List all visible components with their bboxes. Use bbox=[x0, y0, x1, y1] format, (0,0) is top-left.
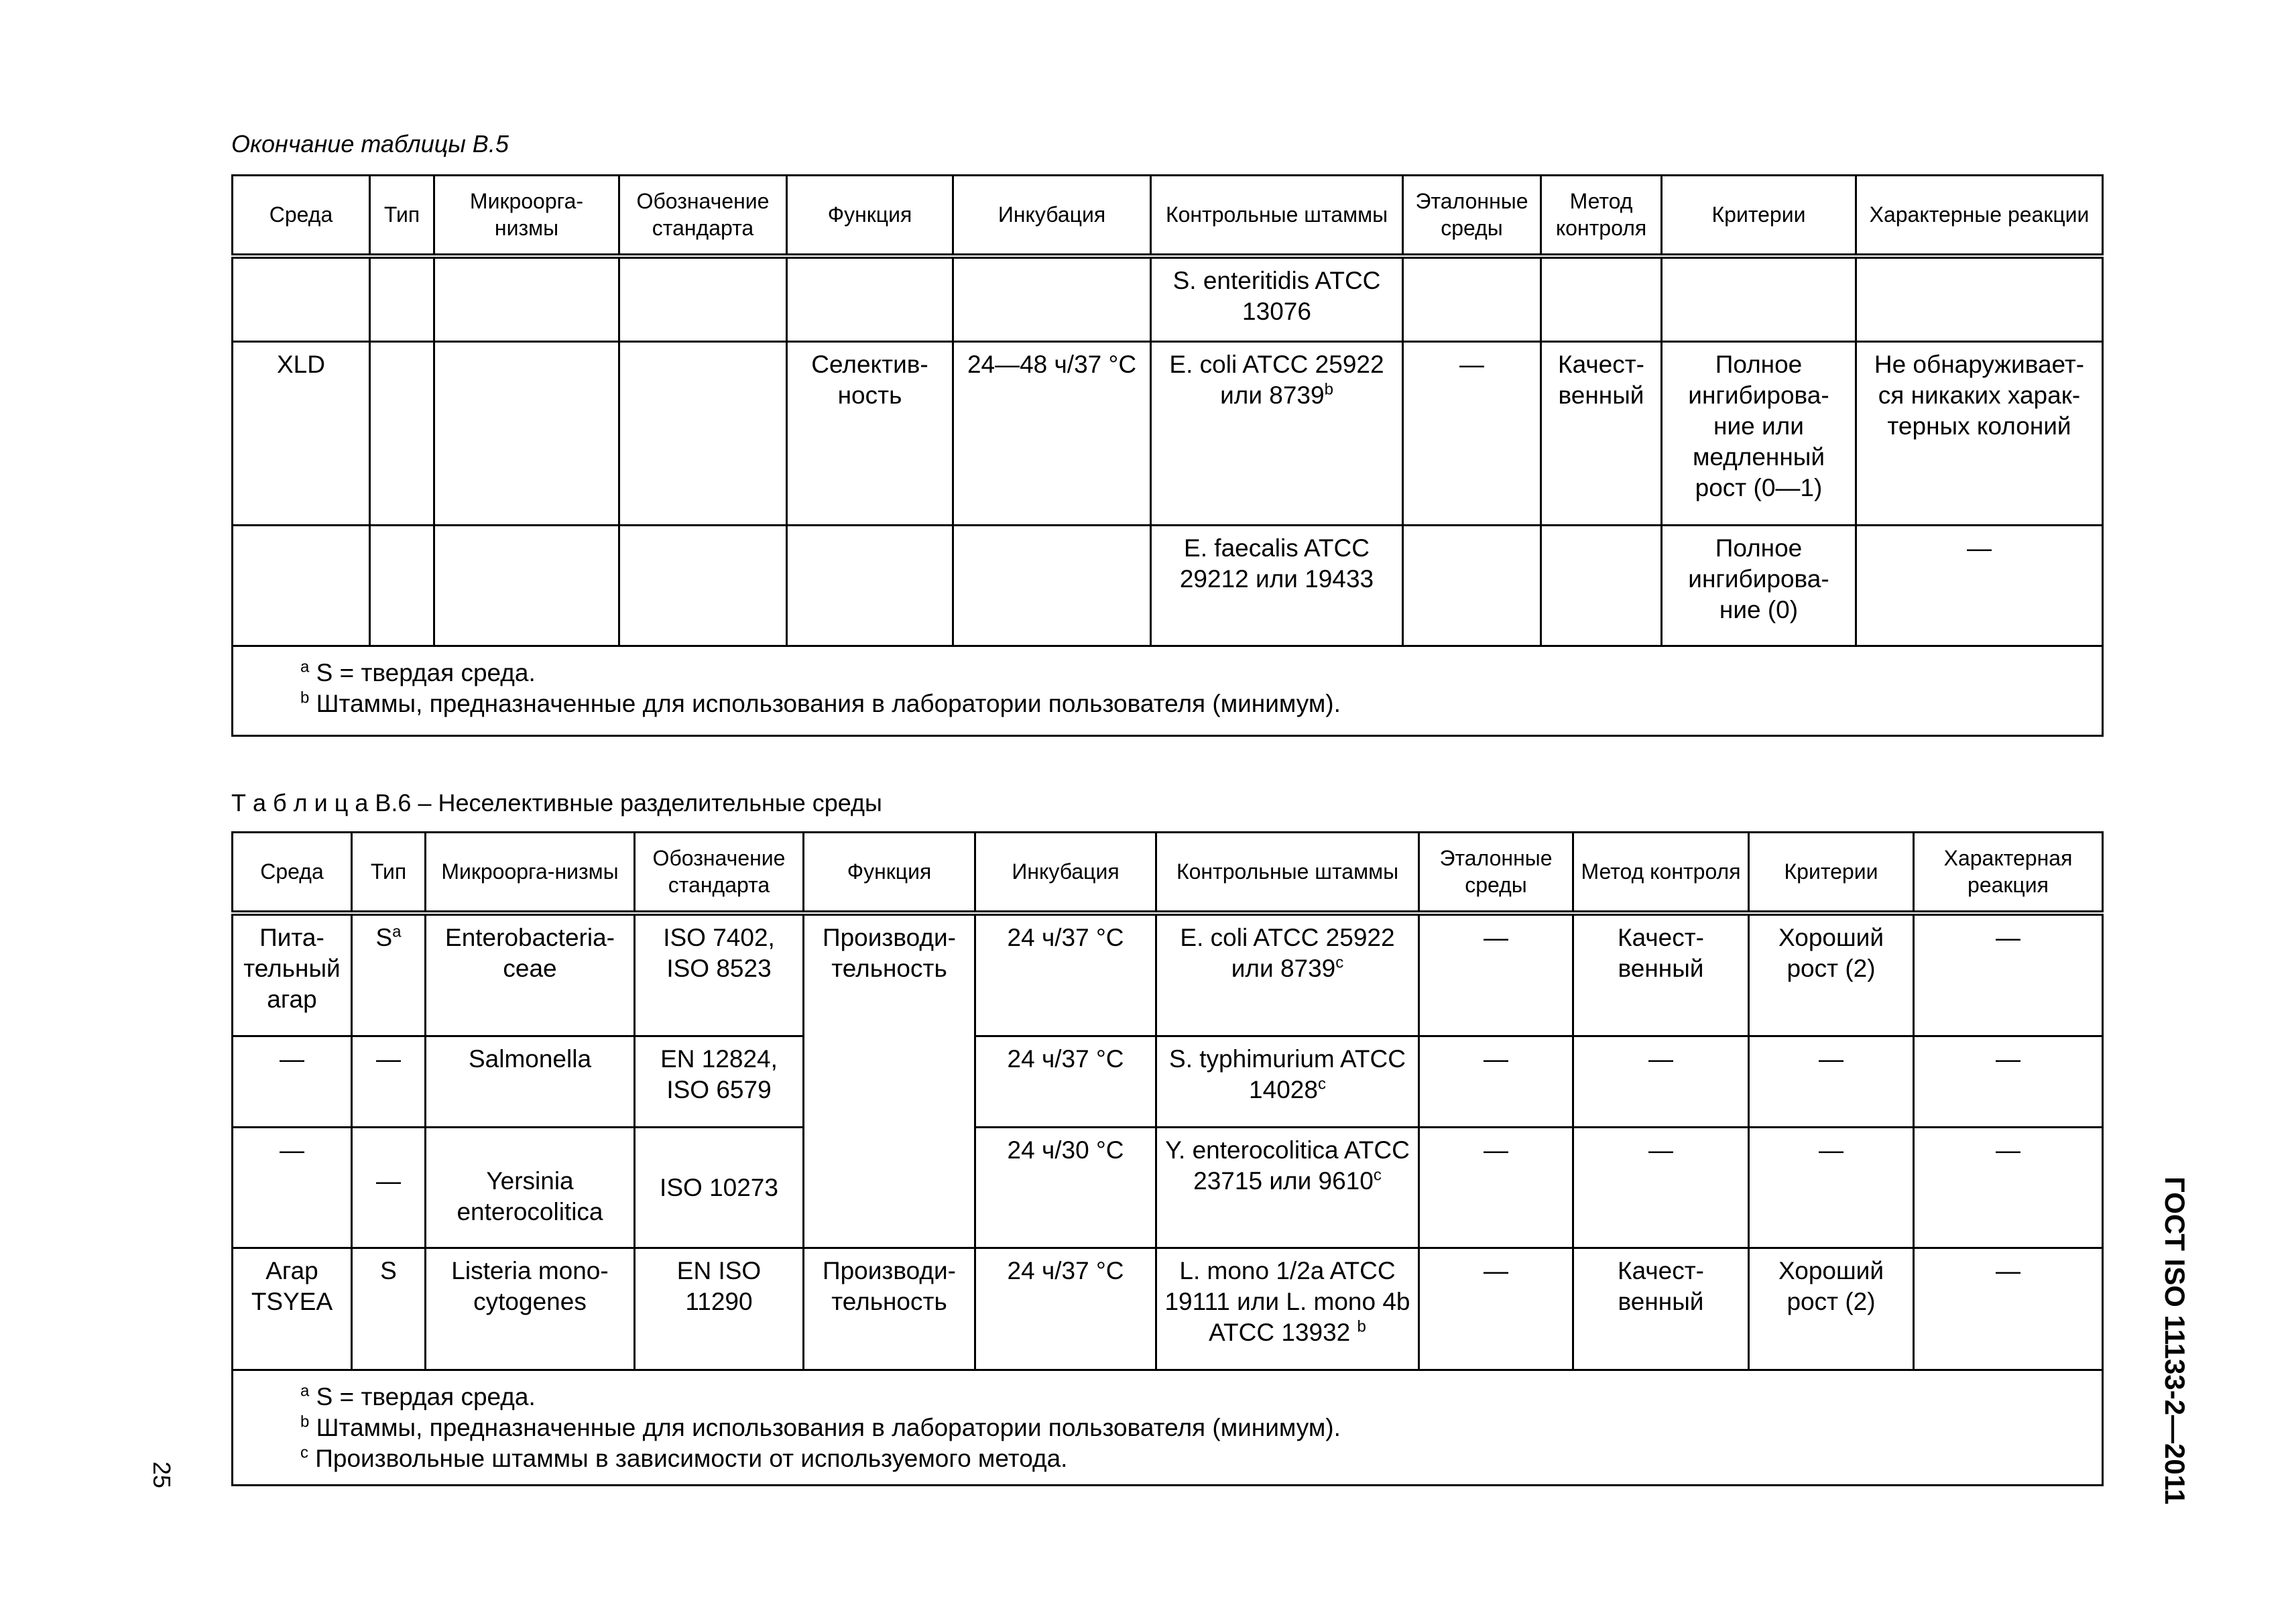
header-cell: Характерная реакция bbox=[1914, 833, 2103, 913]
table-cell: XLD bbox=[233, 342, 370, 526]
table-row bbox=[233, 1248, 2103, 1370]
table-cell bbox=[233, 256, 370, 342]
table-cell: — bbox=[352, 1036, 426, 1128]
footnote-mark: c bbox=[1317, 1075, 1326, 1093]
footnote: $^a$ S = твердая среда. bbox=[300, 658, 536, 686]
table-cell: — bbox=[1749, 1128, 1914, 1248]
table-cell: — bbox=[1914, 1128, 2103, 1248]
header-cell: Функция bbox=[804, 833, 975, 913]
table-cell: Пита-тельный агар bbox=[233, 913, 352, 1036]
page-number: 25 bbox=[148, 1461, 176, 1489]
footnote-mark: a bbox=[392, 922, 402, 941]
table-cell bbox=[1662, 256, 1856, 342]
table-cell bbox=[1856, 256, 2103, 342]
table-cell bbox=[1403, 526, 1541, 646]
table-cell bbox=[1541, 256, 1662, 342]
header-cell: Обозначение стандарта bbox=[619, 176, 787, 256]
standard-code: ГОСТ ISO 11133-2—2011 bbox=[2159, 1177, 2191, 1505]
table-cell bbox=[434, 526, 619, 646]
table-cell bbox=[619, 342, 787, 526]
table-cell: Качест-венный bbox=[1573, 913, 1749, 1036]
header-cell: Эталонные среды bbox=[1419, 833, 1573, 913]
table-cell: — bbox=[1403, 342, 1541, 526]
table-cell: — bbox=[352, 1128, 426, 1248]
header-cell: Тип bbox=[352, 833, 426, 913]
header-cell: Тип bbox=[370, 176, 434, 256]
table-cell: — bbox=[1419, 1128, 1573, 1248]
table-cell: — bbox=[1419, 1036, 1573, 1128]
table-row bbox=[233, 256, 2103, 342]
table-cell bbox=[1403, 256, 1541, 342]
table-cell bbox=[370, 342, 434, 526]
header-cell: Среда bbox=[233, 833, 352, 913]
table-cell bbox=[370, 256, 434, 342]
table-cell bbox=[434, 342, 619, 526]
table-cell bbox=[434, 256, 619, 342]
header-cell: Среда bbox=[233, 176, 370, 256]
header-cell: Микроорга-низмы bbox=[426, 833, 635, 913]
table-cell bbox=[233, 526, 370, 646]
header-cell: Метод контроля bbox=[1541, 176, 1662, 256]
table-cell: — bbox=[1914, 913, 2103, 1036]
footnote: $^a$ S = твердая среда. bbox=[300, 1382, 536, 1410]
table-cell bbox=[787, 526, 953, 646]
table-cell: Агар TSYEA bbox=[233, 1248, 352, 1370]
header-cell: Характерные реакции bbox=[1856, 176, 2103, 256]
table-cell: 24 ч/30 °С bbox=[975, 1128, 1156, 1248]
header-cell: Критерии bbox=[1662, 176, 1856, 256]
table-cell: Listeria mono-cytogenes bbox=[426, 1248, 635, 1370]
table6-caption: Т а б л и ц а В.6 – Неселективные разделительные среды bbox=[231, 789, 882, 817]
table-cell: Качест-венный bbox=[1541, 342, 1662, 526]
table5-notes-row bbox=[233, 646, 2103, 736]
table-cell: 24 ч/37 °С bbox=[975, 913, 1156, 1036]
table-cell bbox=[1151, 342, 1403, 526]
table-cell bbox=[1541, 526, 1662, 646]
footnote-mark: b bbox=[1324, 380, 1333, 399]
header-cell: Контрольные штаммы bbox=[1151, 176, 1403, 256]
table6 bbox=[231, 831, 2104, 1486]
table-cell: Yersinia enterocolitica bbox=[426, 1128, 635, 1248]
header-cell: Критерии bbox=[1749, 833, 1914, 913]
table-cell: 24 ч/37 °С bbox=[975, 1036, 1156, 1128]
table-cell: — bbox=[1573, 1036, 1749, 1128]
table-row bbox=[233, 342, 2103, 526]
table-cell bbox=[787, 256, 953, 342]
table-cell: Качест-венный bbox=[1573, 1248, 1749, 1370]
table-notes bbox=[233, 1370, 2103, 1486]
table-cell: S. typhimurium ATCC 14028$^c$ bbox=[1156, 1036, 1419, 1128]
header-cell: Обозначение стандарта bbox=[635, 833, 804, 913]
table-notes bbox=[233, 646, 2103, 736]
table-cell: Y. enterocolitica ATCC 23715 или 9610$^c$ bbox=[1156, 1128, 1419, 1248]
table-cell bbox=[619, 526, 787, 646]
table6-header-row bbox=[233, 833, 2103, 913]
table-cell: Полное ингибирова-ние (0) bbox=[1662, 526, 1856, 646]
footnote-mark: b bbox=[1357, 1317, 1366, 1336]
table-cell: — bbox=[233, 1036, 352, 1128]
table-cell: 24 ч/37 °С bbox=[975, 1248, 1156, 1370]
table-cell: Enterobacteria-ceae bbox=[426, 913, 635, 1036]
table-cell: Производи-тельность bbox=[804, 1248, 975, 1370]
table-cell: Хороший рост (2) bbox=[1749, 913, 1914, 1036]
footnote: $^c$ Произвольные штаммы в зависимости от используемого метода. bbox=[300, 1443, 1068, 1472]
table-cell: S bbox=[352, 1248, 426, 1370]
table5 bbox=[231, 174, 2104, 737]
table-cell: Селектив-ность bbox=[787, 342, 953, 526]
table-cell bbox=[953, 256, 1151, 342]
table-cell: $S^a$ bbox=[352, 913, 426, 1036]
table-cell bbox=[953, 526, 1151, 646]
table-cell: L. mono 1/2a ATCC 19111 или L. mono 4b ATCC 13932 $^b$ bbox=[1156, 1248, 1419, 1370]
strains-text: E. coli ATCC 25922 или 8739 bbox=[1169, 351, 1384, 409]
table-row bbox=[233, 913, 2103, 1036]
table-cell: Производи-тельность bbox=[804, 913, 975, 1248]
table-row bbox=[233, 1036, 2103, 1128]
table-cell: Salmonella bbox=[426, 1036, 635, 1128]
table-cell bbox=[619, 256, 787, 342]
header-cell: Инкубация bbox=[975, 833, 1156, 913]
footnote: $^b$ Штаммы, предназначенные для использования в лаборатории пользователя (минимум). bbox=[300, 1412, 1341, 1441]
table-cell: — bbox=[1856, 526, 2103, 646]
table5-header-row bbox=[233, 176, 2103, 256]
table5-caption: Окончание таблицы В.5 bbox=[231, 130, 509, 158]
table-cell: — bbox=[1914, 1036, 2103, 1128]
table-cell: Хороший рост (2) bbox=[1749, 1248, 1914, 1370]
table-cell: S. enteritidis ATCC 13076 bbox=[1151, 256, 1403, 342]
header-cell: Функция bbox=[787, 176, 953, 256]
table6-notes-row bbox=[233, 1370, 2103, 1486]
header-cell: Микроорга-низмы bbox=[434, 176, 619, 256]
footnote: $^b$ Штаммы, предназначенные для использования в лаборатории пользователя (минимум). bbox=[300, 688, 1341, 717]
table-cell: — bbox=[1573, 1128, 1749, 1248]
table-cell: Не обнаруживает-ся никаких харак-терных колоний bbox=[1856, 342, 2103, 526]
table-row bbox=[233, 1128, 2103, 1248]
table-cell: E. faecalis ATCC 29212 или 19433 bbox=[1151, 526, 1403, 646]
header-cell: Контрольные штаммы bbox=[1156, 833, 1419, 913]
table-cell: 24—48 ч/37 °С bbox=[953, 342, 1151, 526]
table-cell: — bbox=[1419, 913, 1573, 1036]
table-cell: ISO 10273 bbox=[635, 1128, 804, 1248]
table-row bbox=[233, 526, 2103, 646]
footnote-mark: c bbox=[1335, 953, 1344, 972]
table-cell: EN ISO 11290 bbox=[635, 1248, 804, 1370]
table-cell: E. coli ATCC 25922 или 8739$^c$ bbox=[1156, 913, 1419, 1036]
table-cell bbox=[370, 526, 434, 646]
header-cell: Метод контроля bbox=[1573, 833, 1749, 913]
footnote-mark: c bbox=[1373, 1166, 1382, 1185]
table-cell: — bbox=[1749, 1036, 1914, 1128]
header-cell: Эталонные среды bbox=[1403, 176, 1541, 256]
table-cell: EN 12824, ISO 6579 bbox=[635, 1036, 804, 1128]
table-cell: — bbox=[1914, 1248, 2103, 1370]
table-cell: ISO 7402, ISO 8523 bbox=[635, 913, 804, 1036]
table-cell: — bbox=[233, 1128, 352, 1248]
table-cell: — bbox=[1419, 1248, 1573, 1370]
header-cell: Инкубация bbox=[953, 176, 1151, 256]
table-cell: Полное ингибирова-ние или медленный рост (0—1) bbox=[1662, 342, 1856, 526]
